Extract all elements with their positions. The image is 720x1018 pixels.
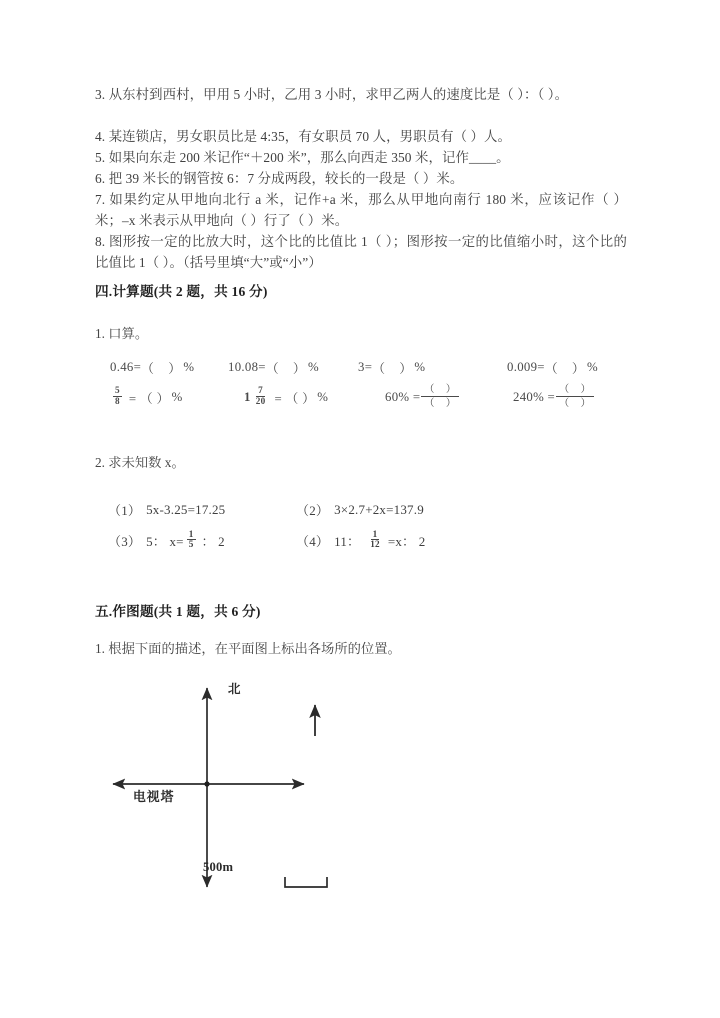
oral-item-3-blank: （ ） bbox=[372, 361, 413, 376]
blank-fraction-numerator: （ ） bbox=[421, 384, 459, 398]
fill-question-5 bbox=[95, 147, 627, 168]
equation-2-body: 3×2.7+2x=137.9 bbox=[334, 501, 424, 517]
fill-question-7 bbox=[95, 189, 627, 232]
oral-item-5-unit: % bbox=[171, 389, 183, 404]
oral-arithmetic-row-1 bbox=[0, 352, 720, 382]
oral-item-7 bbox=[385, 382, 459, 412]
fraction-one-fifth bbox=[187, 530, 196, 551]
equation-1-body: 5x-3.25=17.25 bbox=[146, 501, 226, 517]
tv-tower-label: 电视塔 bbox=[133, 790, 175, 804]
equation-3 bbox=[108, 530, 225, 551]
equation-3-number: （3） bbox=[108, 533, 142, 549]
fraction-seven-twentieths bbox=[254, 386, 268, 407]
fraction-denominator: 20 bbox=[255, 396, 266, 406]
section-four-heading: 四.计算题(共 2 题，共 16 分) bbox=[95, 284, 268, 299]
oral-item-4-lhs: 0.009= bbox=[507, 359, 545, 374]
blank-fraction bbox=[556, 384, 594, 410]
blank-fraction-denominator: （ ） bbox=[424, 398, 457, 409]
section-four-q2-label: 2. 求未知数 x。 bbox=[95, 455, 185, 470]
fraction-denominator: 5 bbox=[188, 539, 194, 550]
oral-item-3-unit: % bbox=[414, 359, 426, 374]
fraction-denominator: 8 bbox=[115, 396, 120, 406]
fill-question-3 bbox=[95, 84, 627, 105]
fill-question-6 bbox=[95, 168, 627, 189]
oral-item-6-unit: % bbox=[317, 389, 329, 404]
blank-fraction-denominator: （ ） bbox=[559, 398, 591, 409]
fill-question-8 bbox=[95, 231, 627, 274]
fraction-numerator: 7 bbox=[258, 385, 264, 396]
section-four-q1-label: 1. 口算。 bbox=[95, 326, 149, 341]
oral-item-5 bbox=[110, 382, 183, 412]
blank-fraction-numerator: （ ） bbox=[556, 384, 594, 398]
oral-item-1-unit: % bbox=[183, 359, 195, 374]
equation-2-number: （2） bbox=[296, 503, 330, 518]
oral-item-7-lhs: 60% = bbox=[385, 389, 421, 404]
question-5-text: 5. 如果向东走 200 米记作“＋200 米”，那么向西走 350 米，记作____。 bbox=[95, 150, 510, 165]
fraction-numerator: 1 bbox=[188, 528, 194, 539]
oral-item-6 bbox=[244, 382, 328, 412]
equation-3-post: ： 2 bbox=[201, 533, 225, 549]
equation-4-post: =x： 2 bbox=[387, 533, 426, 549]
question-8-text: 8. 图形按一定的比放大时，这个比的比值比 1（ ）；图形按一定的比值缩小时，这个比的比值比 1（ ）。（括号里填“大”或“小”） bbox=[95, 234, 627, 271]
oral-item-3 bbox=[358, 352, 425, 382]
question-3-text: 3. 从东村到西村，甲用 5 小时，乙用 3 小时，求甲乙两人的速度比是（ ）：（ ）。 bbox=[95, 87, 569, 102]
oral-item-2-blank: （ ） bbox=[265, 361, 307, 376]
coordinate-plane-diagram bbox=[80, 660, 540, 910]
mixed-number-whole: 1 bbox=[244, 389, 251, 404]
fraction-one-twelfth bbox=[368, 530, 382, 551]
equation-1 bbox=[108, 500, 225, 519]
scale-bar-label: 500m bbox=[203, 860, 234, 874]
oral-item-8 bbox=[513, 382, 594, 412]
scale-bar-bracket bbox=[285, 877, 327, 887]
equation-4-pre: 11： bbox=[334, 533, 361, 549]
origin-point bbox=[204, 781, 209, 786]
fraction-five-eighths bbox=[113, 386, 122, 407]
oral-arithmetic-row-2 bbox=[0, 382, 720, 412]
question-4-text: 4. 某连锁店，男女职员比是 4:35，有女职员 70 人，男职员有（ ）人。 bbox=[95, 129, 512, 144]
section-five-heading: 五.作图题(共 1 题，共 6 分) bbox=[95, 604, 261, 619]
equation-4 bbox=[296, 530, 425, 551]
oral-item-4 bbox=[507, 352, 598, 382]
question-6-text: 6. 把 39 米长的钢管按 6：7 分成两段，较长的一段是（ ）米。 bbox=[95, 171, 464, 186]
section-five-q1-label: 1. 根据下面的描述，在平面图上标出各场所的位置。 bbox=[95, 641, 401, 656]
fraction-numerator: 1 bbox=[372, 528, 378, 539]
question-7-text: 7. 如果约定从甲地向北行 a 米，记作+a 米，那么从甲地向南行 180 米，应该记作（ ）米；–x 米表示从甲地向（ ）行了（ ）米。 bbox=[95, 192, 627, 229]
north-direction-label: 北 bbox=[228, 682, 241, 696]
oral-item-4-unit: % bbox=[587, 359, 598, 374]
oral-item-1-lhs: 0.46= bbox=[110, 359, 142, 374]
equation-2 bbox=[296, 500, 424, 519]
oral-item-5-mid: = （ ） bbox=[128, 391, 170, 406]
fraction-denominator: 12 bbox=[370, 539, 380, 550]
oral-item-1-blank: （ ） bbox=[141, 361, 182, 376]
oral-item-1 bbox=[110, 352, 194, 382]
diagram-svg bbox=[80, 660, 540, 910]
oral-item-3-lhs: 3= bbox=[358, 359, 373, 374]
blank-fraction bbox=[421, 384, 459, 410]
fill-question-4 bbox=[95, 126, 627, 147]
oral-item-2-lhs: 10.08= bbox=[228, 359, 266, 374]
oral-item-8-lhs: 240% = bbox=[513, 389, 556, 404]
oral-item-2-unit: % bbox=[308, 359, 319, 374]
equation-3-pre: 5： x= bbox=[146, 533, 184, 549]
oral-item-4-blank: （ ） bbox=[544, 361, 586, 376]
fraction-numerator: 5 bbox=[115, 385, 120, 396]
equation-1-number: （1） bbox=[108, 503, 142, 518]
equation-4-number: （4） bbox=[296, 533, 330, 549]
oral-item-6-mid: = （ ） bbox=[274, 391, 316, 406]
oral-item-2 bbox=[228, 352, 319, 382]
